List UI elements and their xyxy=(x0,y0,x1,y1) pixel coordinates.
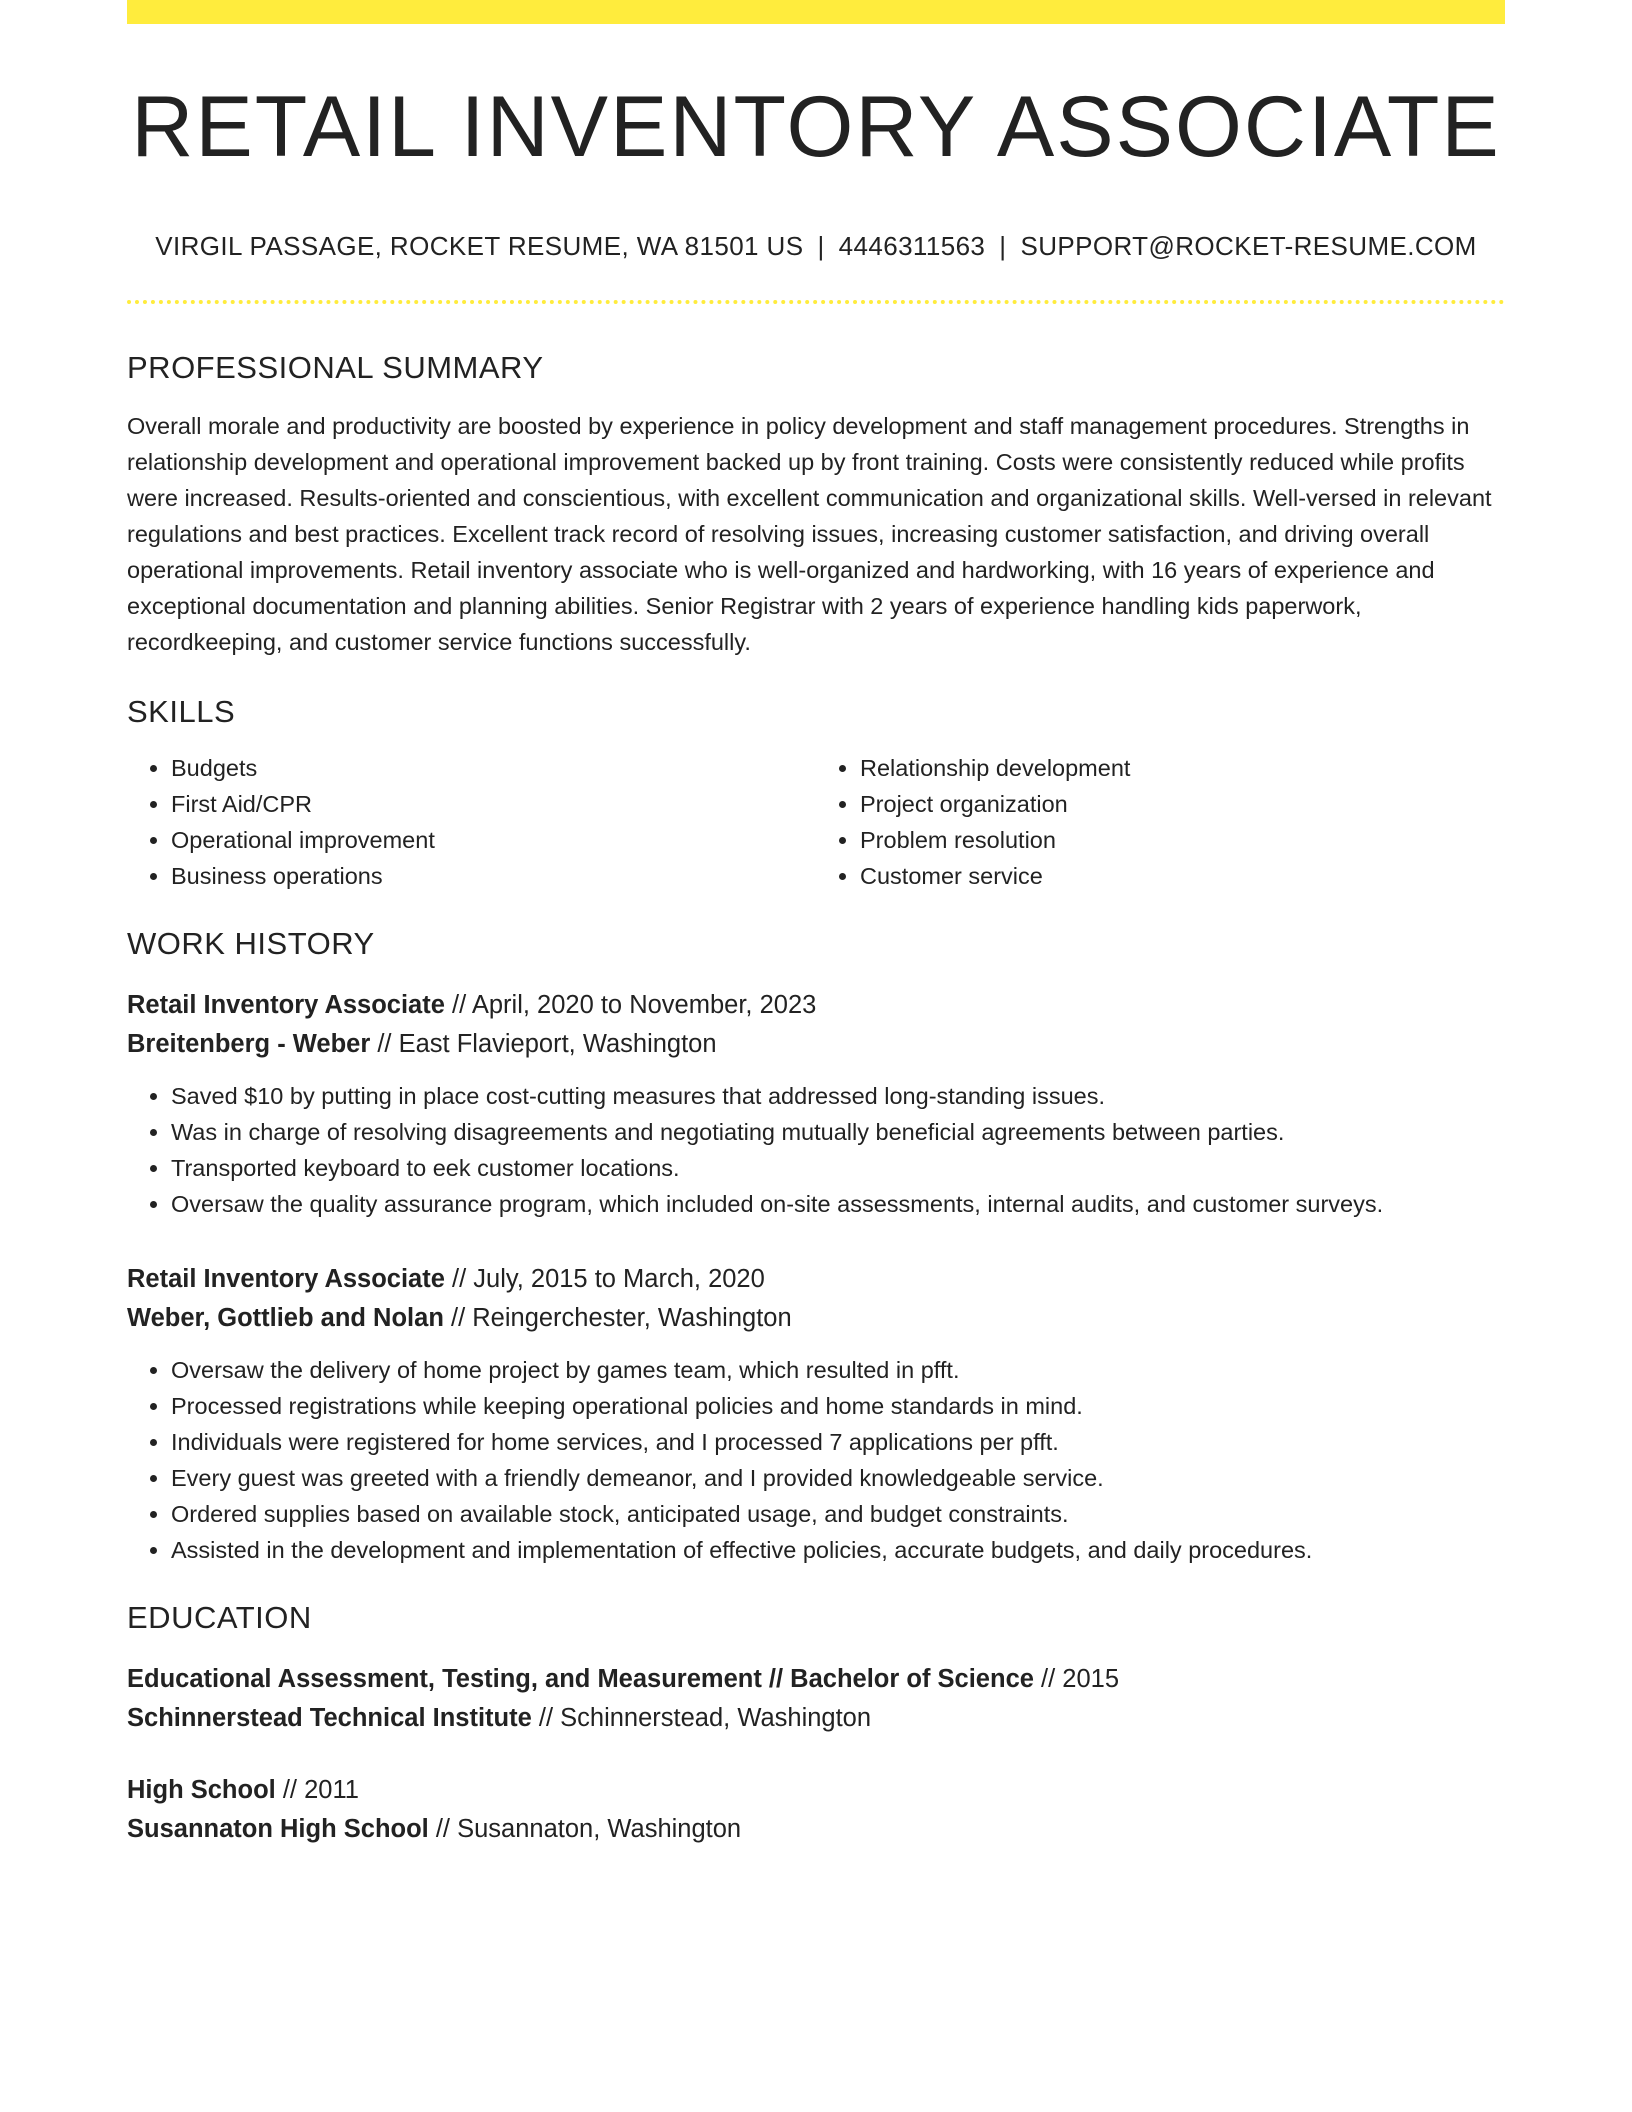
work-history-heading: WORK HISTORY xyxy=(127,925,375,961)
education-entry xyxy=(127,1660,1505,1738)
skill-item: • Problem resolution xyxy=(860,822,1505,858)
education-degree-line xyxy=(127,1660,1505,1699)
education-year: // 2011 xyxy=(275,1775,359,1804)
skill-item: • First Aid/CPR xyxy=(171,786,816,822)
education-degree-line xyxy=(127,1771,1505,1810)
education-school-line xyxy=(127,1810,1505,1849)
resume-title: RETAIL INVENTORY ASSOCIATE xyxy=(131,79,1501,175)
education-school: Schinnerstead Technical Institute xyxy=(127,1703,532,1732)
dotted-divider xyxy=(127,300,1505,304)
skills-column-right xyxy=(816,750,1505,894)
education-degree: Educational Assessment, Testing, and Measurement // Bachelor of Science xyxy=(127,1664,1034,1693)
job-bullet: • Transported keyboard to eek customer locations. xyxy=(171,1150,1505,1186)
job-bullet: • Every guest was greeted with a friendly demeanor, and I provided knowledgeable service. xyxy=(171,1460,1505,1496)
education-school: Susannaton High School xyxy=(127,1814,429,1843)
job-bullets xyxy=(127,1078,1505,1222)
contact-separator: | xyxy=(817,230,825,261)
resume-page xyxy=(127,0,1505,1849)
contact-line xyxy=(127,231,1505,262)
job-bullet: • Was in charge of resolving disagreements and negotiating mutually beneficial agreements between parties. xyxy=(171,1114,1505,1150)
job-bullet: • Individuals were registered for home services, and I processed 7 applications per pfft. xyxy=(171,1424,1505,1460)
skill-item: • Relationship development xyxy=(860,750,1505,786)
job-bullet: • Ordered supplies based on available stock, anticipated usage, and budget constraints. xyxy=(171,1496,1505,1532)
job-bullet: • Processed registrations while keeping operational policies and home standards in mind. xyxy=(171,1388,1505,1424)
job-position: Retail Inventory Associate xyxy=(127,1264,445,1293)
job-company: Weber, Gottlieb and Nolan xyxy=(127,1303,444,1332)
skill-item: • Operational improvement xyxy=(171,822,816,858)
job-bullet: • Oversaw the quality assurance program, which included on-site assessments, internal audits, and customer surveys. xyxy=(171,1186,1505,1222)
job-location: // East Flavieport, Washington xyxy=(370,1029,717,1058)
job-dates: // July, 2015 to March, 2020 xyxy=(444,1264,765,1293)
summary-heading: PROFESSIONAL SUMMARY xyxy=(127,349,544,385)
education-degree: High School xyxy=(127,1775,276,1804)
education-heading: EDUCATION xyxy=(127,1599,312,1635)
job-entry xyxy=(127,986,1505,1222)
education-entry xyxy=(127,1771,1505,1849)
skills-grid xyxy=(127,750,1505,894)
contact-separator: | xyxy=(999,230,1007,261)
skill-item: • Customer service xyxy=(860,858,1505,894)
education-location: // Susannaton, Washington xyxy=(428,1814,742,1843)
job-title-line xyxy=(127,1260,1505,1299)
skills-heading: SKILLS xyxy=(127,693,236,729)
job-bullet: • Oversaw the delivery of home project by games team, which resulted in pfft. xyxy=(171,1352,1505,1388)
job-company-line xyxy=(127,1299,1505,1338)
contact-address: VIRGIL PASSAGE, ROCKET RESUME, WA 81501 US xyxy=(155,230,804,261)
job-position: Retail Inventory Associate xyxy=(127,990,445,1019)
skill-item: • Business operations xyxy=(171,858,816,894)
education-school-line xyxy=(127,1699,1505,1738)
job-bullet: • Saved $10 by putting in place cost-cutting measures that addressed long-standing issues. xyxy=(171,1078,1505,1114)
education-year: // 2015 xyxy=(1033,1664,1120,1693)
job-company: Breitenberg - Weber xyxy=(127,1029,371,1058)
skills-column-left xyxy=(127,750,816,894)
job-dates: // April, 2020 to November, 2023 xyxy=(444,990,817,1019)
job-entry xyxy=(127,1260,1505,1568)
contact-phone: 4446311563 xyxy=(838,230,986,261)
contact-email: SUPPORT@ROCKET-RESUME.COM xyxy=(1020,230,1477,261)
accent-top-bar xyxy=(127,0,1505,24)
job-bullet: • Assisted in the development and implementation of effective policies, accurate budgets, and daily procedures. xyxy=(171,1532,1505,1568)
skill-item: • Budgets xyxy=(171,750,816,786)
education-location: // Schinnerstead, Washington xyxy=(531,1703,872,1732)
job-title-line xyxy=(127,986,1505,1025)
summary-text: Overall morale and productivity are boosted by experience in policy development and staff management procedures. Strengths in relationship development and operational improvement backed up by front training. Costs were consistently reduced while profits were increased. Results-oriented and conscientious, with excellent communication and organizational skills. Well-versed in relevant regulations and best practices. Excellent track record of resolving issues, increasing customer satisfaction, and driving overall operational improvements. Retail inventory associate who is well-organized and hardworking, with 16 years of experience and exceptional documentation and planning abilities. Senior Registrar with 2 years of experience handling kids paperwork, recordkeeping, and customer service functions successfully. xyxy=(127,412,1492,655)
skill-item: • Project organization xyxy=(860,786,1505,822)
job-bullets xyxy=(127,1352,1505,1568)
job-company-line xyxy=(127,1025,1505,1064)
job-location: // Reingerchester, Washington xyxy=(443,1303,792,1332)
